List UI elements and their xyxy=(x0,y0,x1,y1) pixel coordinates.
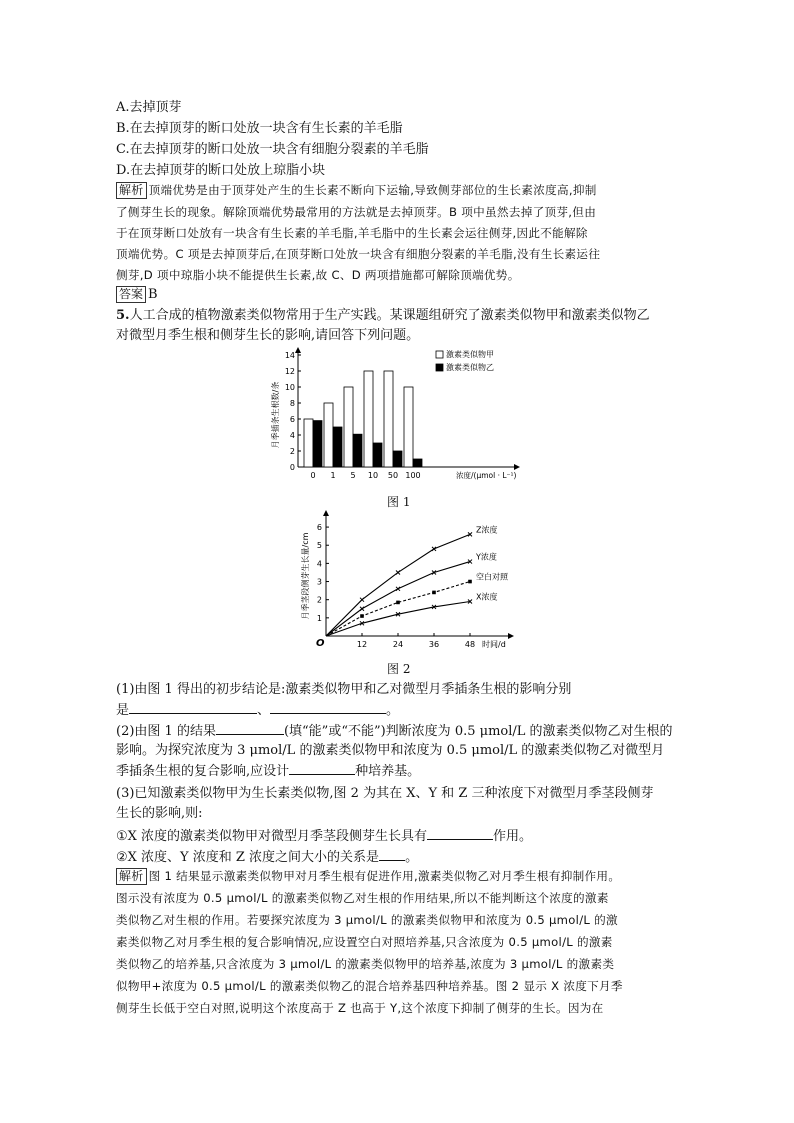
x-tick-label: 1 xyxy=(330,471,336,480)
data-point xyxy=(396,587,400,591)
q4-answer xyxy=(116,286,158,304)
data-point xyxy=(396,601,400,605)
bar-yi xyxy=(413,459,422,467)
data-point xyxy=(360,614,364,618)
explanation-tag: 解析 xyxy=(116,182,147,199)
q5-stem-line2: 对微型月季生根和侧芽生长的影响,请回答下列问题。 xyxy=(116,328,420,343)
answer-blank[interactable] xyxy=(216,722,284,735)
figure-2-caption: 图 2 xyxy=(387,662,411,676)
y-tick-label: 6 xyxy=(289,415,295,424)
legend-swatch xyxy=(436,364,443,371)
q5-sub3-item1: ①X 浓度的激素类似物甲对微型月季茎段侧芽生长具有 作用。 xyxy=(116,829,533,844)
y-axis-arrow xyxy=(295,347,301,353)
figure-2-line-chart xyxy=(298,508,538,658)
q5-sub3-item2: ②X 浓度、Y 浓度和 Z 浓度之间大小的关系是 。 xyxy=(116,850,419,865)
bar-yi xyxy=(373,443,382,467)
x-tick-label: 50 xyxy=(387,471,399,480)
y-tick-label: 1 xyxy=(316,613,322,623)
x-axis-label: 浓度/(μmol · L⁻¹) xyxy=(456,471,517,480)
answer-value: B xyxy=(148,287,158,302)
bar-jia xyxy=(404,387,413,467)
y-tick-label: 12 xyxy=(284,367,295,376)
y-axis-arrow xyxy=(323,510,329,516)
q4-explanation-line: 于在顶芽断口处放有一块含有生长素的羊毛脂,羊毛脂中的生长素会运往侧芽,因此不能解除 xyxy=(116,226,588,240)
option-a: A.去掉顶芽 xyxy=(116,100,182,115)
x-tick-label: 24 xyxy=(392,640,404,649)
answer-blank[interactable] xyxy=(289,762,355,775)
y-tick-label: 5 xyxy=(316,541,322,551)
q4-explanation-line: 了侧芽生长的现象。解除顶端优势最常用的方法就是去掉顶芽。B 项中虽然去掉了顶芽,但由 xyxy=(116,205,597,219)
legend-swatch xyxy=(436,351,443,358)
y-tick-label: 8 xyxy=(289,399,295,408)
y-tick-label: 6 xyxy=(316,523,322,533)
series-label: Y浓度 xyxy=(476,552,497,562)
question-number: 5. xyxy=(116,308,130,323)
y-tick-label: 2 xyxy=(316,595,322,605)
q5-sub2: (2)由图 1 的结果 (填“能”或“不能”)判断浓度为 0.5 μmol/L 的激素类似物乙对生根的 xyxy=(116,724,673,739)
bar-jia xyxy=(344,387,353,467)
q5-explanation-line: 侧芽生长低于空白对照,说明这个浓度高于 Z 也高于 Y,这个浓度下抑制了侧芽的生长。因为在 xyxy=(116,1001,604,1015)
series-label: X浓度 xyxy=(476,592,498,602)
q5-sub2-line3: 季插条生根的复合影响,应设计 种培养基。 xyxy=(116,764,421,779)
option-d: D.在去掉顶芽的断口处放上琼脂小块 xyxy=(116,163,326,178)
bar-yi xyxy=(353,434,362,467)
answer-tag: 答案 xyxy=(116,286,146,303)
series-label: Z浓度 xyxy=(476,525,498,535)
x-tick-label: 100 xyxy=(405,471,421,480)
figure-1-bar-chart xyxy=(268,345,538,490)
bar-jia xyxy=(364,371,373,467)
data-point xyxy=(396,570,400,574)
q5-explanation-line: 素类似物乙对月季生根的复合影响情况,应设置空白对照培养基,只含浓度为 0.5 μmol/L 的激素 xyxy=(116,935,613,949)
answer-blank[interactable] xyxy=(270,701,386,714)
data-point xyxy=(360,607,364,611)
data-point xyxy=(468,580,472,584)
x-tick-label: 10 xyxy=(367,471,379,480)
option-c: C.在去掉顶芽的断口处放一块含有细胞分裂素的羊毛脂 xyxy=(116,142,429,157)
q5-explanation-line: 类似物乙对生根的作用。若要探究浓度为 3 μmol/L 的激素类似物甲和浓度为 0.5 μmol/L 的激 xyxy=(116,913,618,927)
y-axis-label: 月季茎段侧芽生长量/cm xyxy=(301,532,310,620)
series-label: 空白对照 xyxy=(476,572,508,582)
q4-explanation-line: 侧芽,D 项中琼脂小块不能提供生长素,故 C、D 两项措施都可解除顶端优势。 xyxy=(116,268,520,282)
x-tick-label: 0 xyxy=(310,471,316,480)
q5-explanation-line: 图示没有浓度为 0.5 μmol/L 的激素类似物乙对生根的作用结果,所以不能判断这个浓度的激素 xyxy=(116,891,609,905)
q5-sub1-blanks: 是 、 。 xyxy=(116,703,400,718)
y-tick-label: 14 xyxy=(284,351,295,360)
bar-jia xyxy=(304,419,313,467)
bar-jia xyxy=(384,371,393,467)
q5-explanation-line: 似物甲+浓度为 0.5 μmol/L 的激素类似物乙的混合培养基四种培养基。图 2 显示 X 浓度下月季 xyxy=(116,979,623,993)
q5-sub2-line2: 影响。为探究浓度为 3 μmol/L 的激素类似物甲和浓度为 0.5 μmol/L 的激素类似物乙对微型月 xyxy=(116,743,665,758)
q5-explanation-line: 解析 图 1 结果显示激素类似物甲对月季生根有促进作用,激素类似物乙对月季生根有抑制作用。 xyxy=(116,868,620,885)
x-tick-label: 36 xyxy=(428,640,440,649)
q5-sub3: (3)已知激素类似物甲为生长素类似物,图 2 为其在 X、Y 和 Z 三种浓度下对微型月季茎段侧芽 xyxy=(116,786,654,801)
series-line xyxy=(326,534,470,636)
q5-sub3-line2: 生长的影响,则: xyxy=(116,806,203,821)
data-point xyxy=(360,598,364,602)
y-tick-label: 10 xyxy=(284,383,295,392)
q4-explanation-line: 顶端优势。C 项是去掉顶芽后,在顶芽断口处放一块含有细胞分裂素的羊毛脂,没有生长素运往 xyxy=(116,247,601,261)
y-tick-label: 0 xyxy=(289,463,295,472)
origin-label: O xyxy=(316,638,325,649)
bar-yi xyxy=(313,421,322,467)
y-tick-label: 4 xyxy=(289,431,295,440)
q5-explanation-line: 类似物乙的培养基,只含浓度为 3 μmol/L 的激素类似物甲的培养基,浓度为 3 μmol/L 的激素类 xyxy=(116,957,615,971)
y-axis-label: 月季插条生根数/条 xyxy=(271,381,280,449)
x-axis-arrow xyxy=(514,464,520,470)
option-b: B.在去掉顶芽的断口处放一块含有生长素的羊毛脂 xyxy=(116,121,403,136)
y-tick-label: 3 xyxy=(316,577,322,587)
answer-blank[interactable] xyxy=(129,701,257,714)
legend-label: 激素类似物甲 xyxy=(446,350,494,359)
q4-explanation-line: 解析 顶端优势是由于顶芽处产生的生长素不断向下运输,导致侧芽部位的生长素浓度高,抑制 xyxy=(116,182,597,199)
y-tick-label: 4 xyxy=(316,559,322,569)
explanation-tag: 解析 xyxy=(116,868,147,885)
x-axis-label: 时间/d xyxy=(482,640,506,649)
data-point xyxy=(432,591,436,595)
x-axis-arrow xyxy=(508,633,514,639)
bar-jia xyxy=(324,403,333,467)
series-line xyxy=(326,602,470,636)
legend-label: 激素类似物乙 xyxy=(446,363,494,372)
figure-1-caption: 图 1 xyxy=(387,495,411,509)
x-tick-label: 5 xyxy=(350,471,356,480)
x-tick-label: 48 xyxy=(464,640,476,649)
bar-yi xyxy=(393,451,402,467)
bar-yi xyxy=(333,427,342,467)
y-tick-label: 2 xyxy=(289,447,295,456)
q5-stem: 5.人工合成的植物激素类似物常用于生产实践。某课题组研究了激素类似物甲和激素类似物乙 xyxy=(116,308,650,323)
answer-blank[interactable] xyxy=(379,848,405,861)
q5-sub1: (1)由图 1 得出的初步结论是:激素类似物甲和乙对微型月季插条生根的影响分别 xyxy=(116,682,572,697)
x-tick-label: 12 xyxy=(356,640,368,649)
answer-blank[interactable] xyxy=(427,827,493,840)
